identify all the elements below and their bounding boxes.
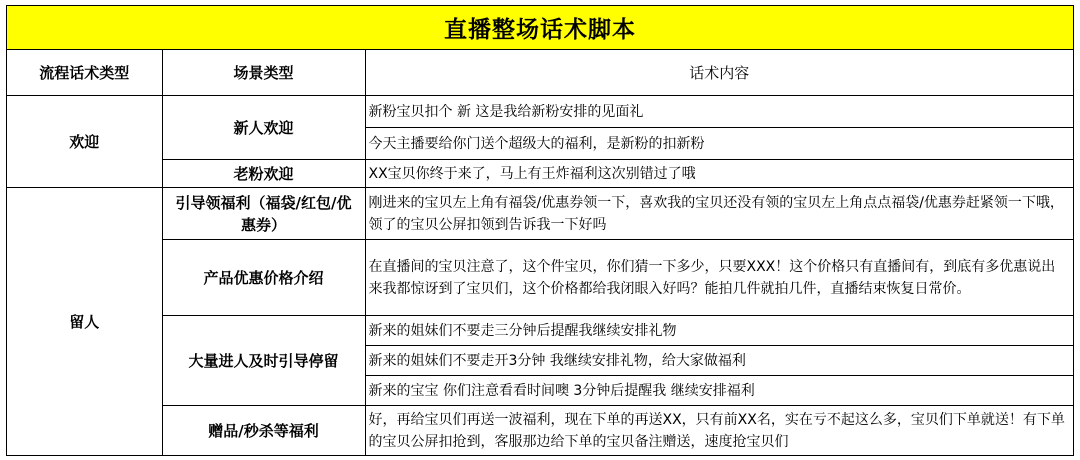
header-scene-type: 场景类型 <box>162 50 365 96</box>
script-cell: 新来的姐妹们不要走三分钟后提醒我继续安排礼物 <box>365 316 1073 346</box>
header-flow-type: 流程话术类型 <box>7 50 162 96</box>
header-script-content: 话术内容 <box>365 50 1073 96</box>
table-title: 直播整场话术脚本 <box>7 6 1073 50</box>
script-table-frame <box>6 5 1074 456</box>
header-row <box>7 50 1073 96</box>
scene-cell: 大量进人及时引导停留 <box>162 316 365 406</box>
table-row <box>7 188 1073 240</box>
table-row <box>7 316 1073 346</box>
script-table <box>7 50 1073 456</box>
scene-cell: 新人欢迎 <box>162 96 365 160</box>
script-cell: 在直播间的宝贝注意了，这个件宝贝，你们猜一下多少，只要XXX！这个价格只有直播间有，到底有多优惠说出来我都惊讶到了宝贝们，这个价格都给我闭眼入好吗？能拍几件就拍几件，直播结束恢复日常价。 <box>365 240 1073 316</box>
table-row <box>7 96 1073 128</box>
table-row <box>7 406 1073 456</box>
script-cell: 刚进来的宝贝左上角有福袋/优惠券领一下，喜欢我的宝贝还没有领的宝贝左上角点点福袋/优惠券赶紧领一下哦，领了的宝贝公屏扣领到告诉我一下好吗 <box>365 188 1073 240</box>
flow-type-cell: 留人 <box>7 188 162 456</box>
scene-cell: 赠品/秒杀等福利 <box>162 406 365 456</box>
script-cell: 今天主播要给你门送个超级大的福利，是新粉的扣新粉 <box>365 128 1073 160</box>
scene-cell: 产品优惠价格介绍 <box>162 240 365 316</box>
script-cell: XX宝贝你终于来了，马上有王炸福利这次别错过了哦 <box>365 160 1073 188</box>
flow-type-cell: 欢迎 <box>7 96 162 188</box>
script-cell: 新来的宝宝 你们注意看看时间噢 3分钟后提醒我 继续安排福利 <box>365 376 1073 406</box>
table-row <box>7 240 1073 316</box>
script-cell: 新来的姐妹们不要走开3分钟 我继续安排礼物，给大家做福利 <box>365 346 1073 376</box>
script-cell: 好，再给宝贝们再送一波福利，现在下单的再送XX，只有前XX名，实在亏不起这么多，宝贝们下单就送！有下单的宝贝公屏扣抢到，客服那边给下单的宝贝备注赠送，速度抢宝贝们 <box>365 406 1073 456</box>
script-cell: 新粉宝贝扣个 新 这是我给新粉安排的见面礼 <box>365 96 1073 128</box>
scene-cell: 老粉欢迎 <box>162 160 365 188</box>
scene-cell: 引导领福利（福袋/红包/优惠券） <box>162 188 365 240</box>
table-row <box>7 160 1073 188</box>
